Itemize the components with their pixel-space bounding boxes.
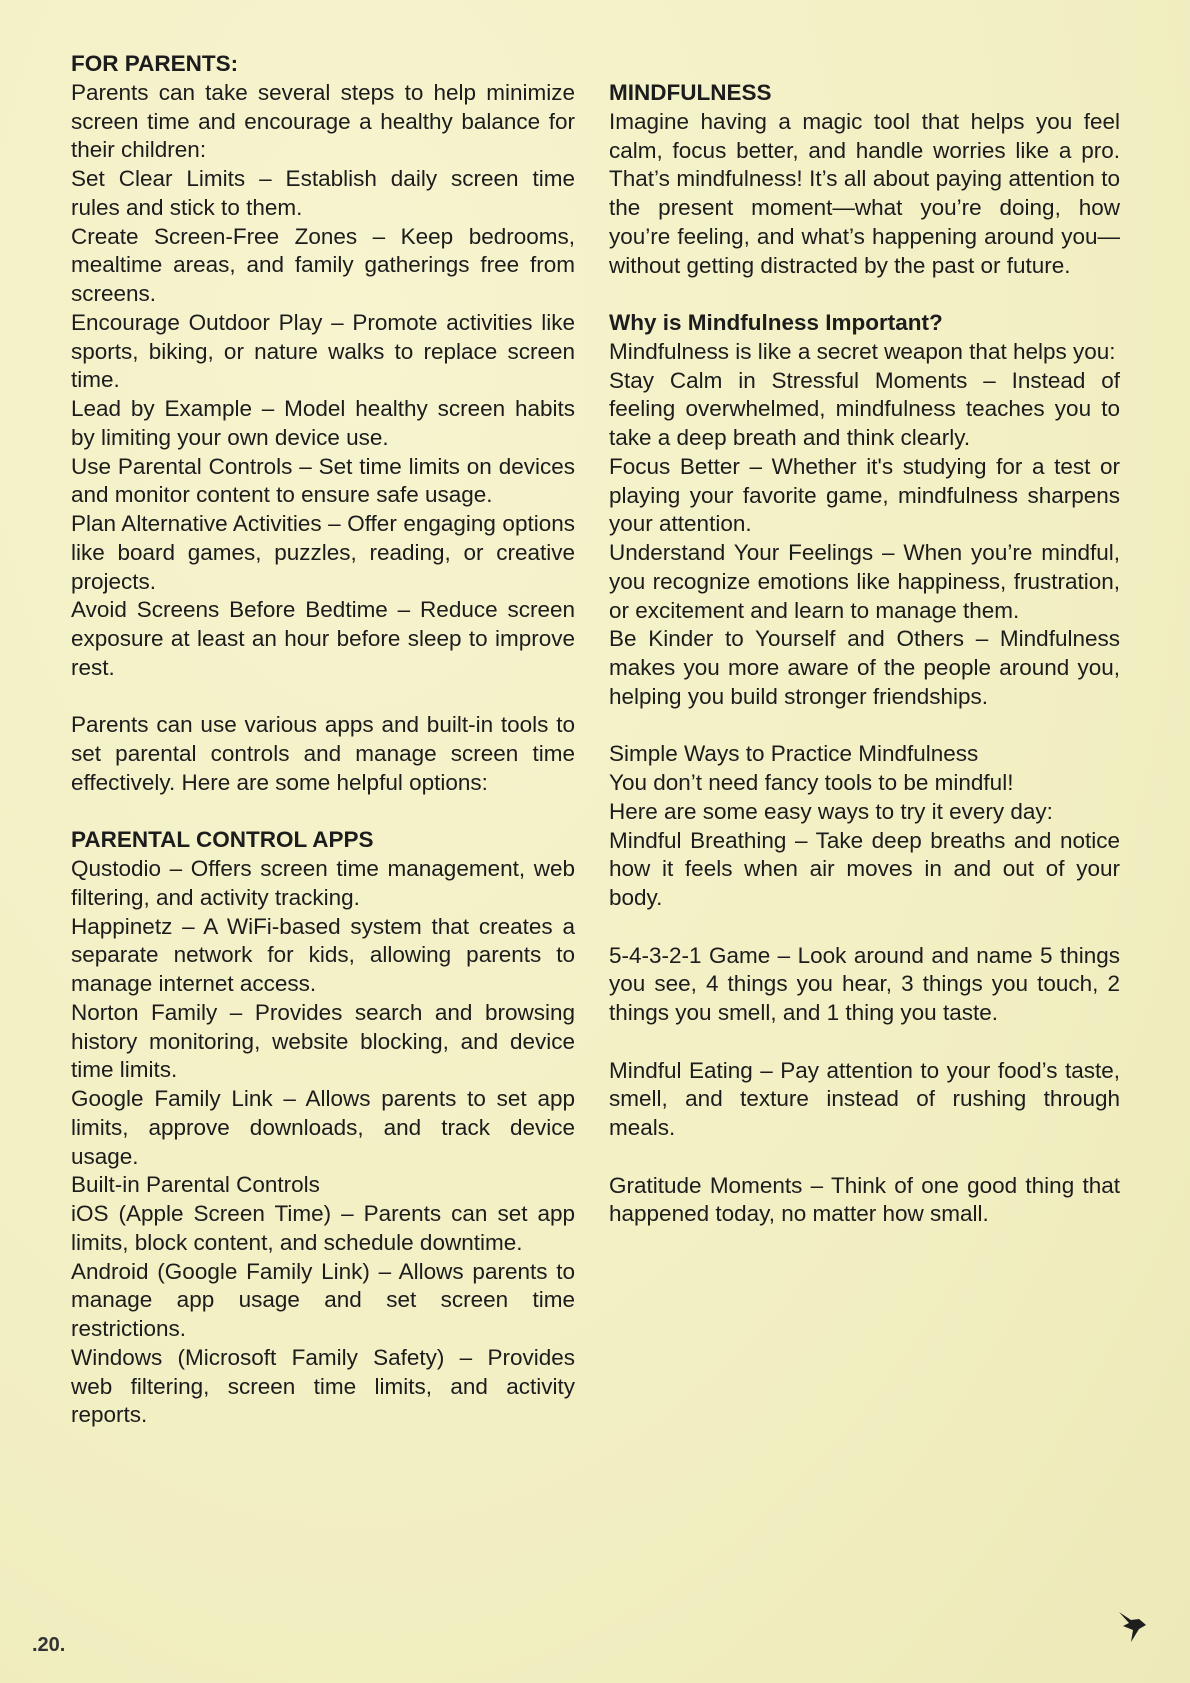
parent-step: Avoid Screens Before Bedtime – Reduce screen exposure at least an hour before sleep to improve rest. (71, 597, 575, 680)
practice-item: 5-4-3-2-1 Game – Look around and name 5 things you see, 4 things you hear, 3 things you touch, 2 things you smell, and 1 thing you taste. (609, 942, 1120, 1025)
benefit-item: Stay Calm in Stressful Moments – Instead of feeling overwhelmed, mindfulness teaches you to take a deep breath and think clearly. (609, 367, 1120, 450)
right-column (609, 79, 1120, 1229)
benefit-item: Be Kinder to Yourself and Others – Mindfulness makes you more aware of the people around you, helping you build stronger friendships. (609, 626, 1120, 709)
practice-item: Gratitude Moments – Think of one good thing that happened today, no matter how small. (609, 1172, 1120, 1227)
app-item: Happinetz – A WiFi-based system that creates a separate network for kids, allowing parents to manage internet access. (71, 913, 575, 996)
practice-item: Mindful Eating – Pay attention to your food’s taste, smell, and texture instead of rushing through meals. (609, 1057, 1120, 1140)
parent-step: Plan Alternative Activities – Offer engaging options like board games, puzzles, reading, or creative projects. (71, 511, 575, 594)
spacer (71, 798, 575, 827)
spacer (609, 1028, 1120, 1057)
app-item: Norton Family – Provides search and browsing history monitoring, website blocking, and device time limits. (71, 999, 575, 1083)
parent-step: Create Screen-Free Zones – Keep bedrooms, mealtime areas, and family gatherings free from screens. (71, 223, 575, 306)
spacer (71, 683, 575, 712)
app-item: Qustodio – Offers screen time management, web filtering, and activity tracking. (71, 856, 575, 910)
page-number: .20. (32, 1634, 66, 1656)
why-mindfulness-heading: Why is Mindfulness Important? (609, 310, 943, 335)
mindfulness-heading: MINDFULNESS (609, 80, 772, 105)
parent-step: Encourage Outdoor Play – Promote activities like sports, biking, or nature walks to replace screen time. (71, 309, 575, 393)
ways-line: Here are some easy ways to try it every day: (609, 798, 1053, 824)
parent-step: Lead by Example – Model healthy screen habits by limiting your own device use. (71, 396, 575, 450)
spacer (609, 280, 1120, 309)
parental-control-apps-heading: PARENTAL CONTROL APPS (71, 827, 374, 853)
parent-step: Use Parental Controls – Set time limits on devices and monitor content to ensure safe usage. (71, 453, 575, 508)
for-parents-heading: FOR PARENTS: (71, 51, 239, 76)
spacer (609, 913, 1120, 942)
app-item: Built-in Parental Controls (71, 1172, 320, 1198)
spacer (609, 712, 1120, 741)
app-item: Google Family Link – Allows parents to set app limits, approve downloads, and track device usage. (71, 1086, 575, 1169)
app-item: Android (Google Family Link) – Allows parents to manage app usage and set screen time restrictions. (71, 1258, 575, 1341)
why-intro: Mindfulness is like a secret weapon that helps you: (609, 338, 1116, 364)
ways-title: Simple Ways to Practice Mindfulness (609, 741, 979, 767)
parent-step: Set Clear Limits – Establish daily screen time rules and stick to them. (71, 166, 575, 220)
bird-logo-icon (1117, 1610, 1147, 1644)
app-item: iOS (Apple Screen Time) – Parents can set app limits, block content, and schedule downtime. (71, 1201, 575, 1255)
benefit-item: Understand Your Feelings – When you’re mindful, you recognize emotions like happiness, frustration, or excitement and learn to manage them. (609, 540, 1120, 623)
apps-intro: Parents can use various apps and built-in tools to set parental controls and manage screen time effectively. Here are some helpful options: (71, 712, 575, 795)
benefit-item: Focus Better – Whether it's studying for a test or playing your favorite game, mindfulness sharpens your attention. (609, 453, 1120, 537)
mindfulness-intro: Imagine having a magic tool that helps you feel calm, focus better, and handle worries like a pro. That’s mindfulness! It’s all about paying attention to the present moment—what you’re doing, how you’re feeling, and what’s happening around you—without getting distracted by the past or future. (609, 108, 1120, 278)
app-item: Windows (Microsoft Family Safety) – Provides web filtering, screen time limits, and activity reports. (71, 1344, 575, 1428)
ways-line: You don’t need fancy tools to be mindful! (609, 770, 1014, 795)
for-parents-intro: Parents can take several steps to help minimize screen time and encourage a healthy balance for their children: (71, 79, 575, 163)
spacer (609, 1143, 1120, 1172)
left-column (71, 50, 575, 1430)
practice-item: Mindful Breathing – Take deep breaths and notice how it feels when air moves in and out of your body. (609, 827, 1120, 910)
